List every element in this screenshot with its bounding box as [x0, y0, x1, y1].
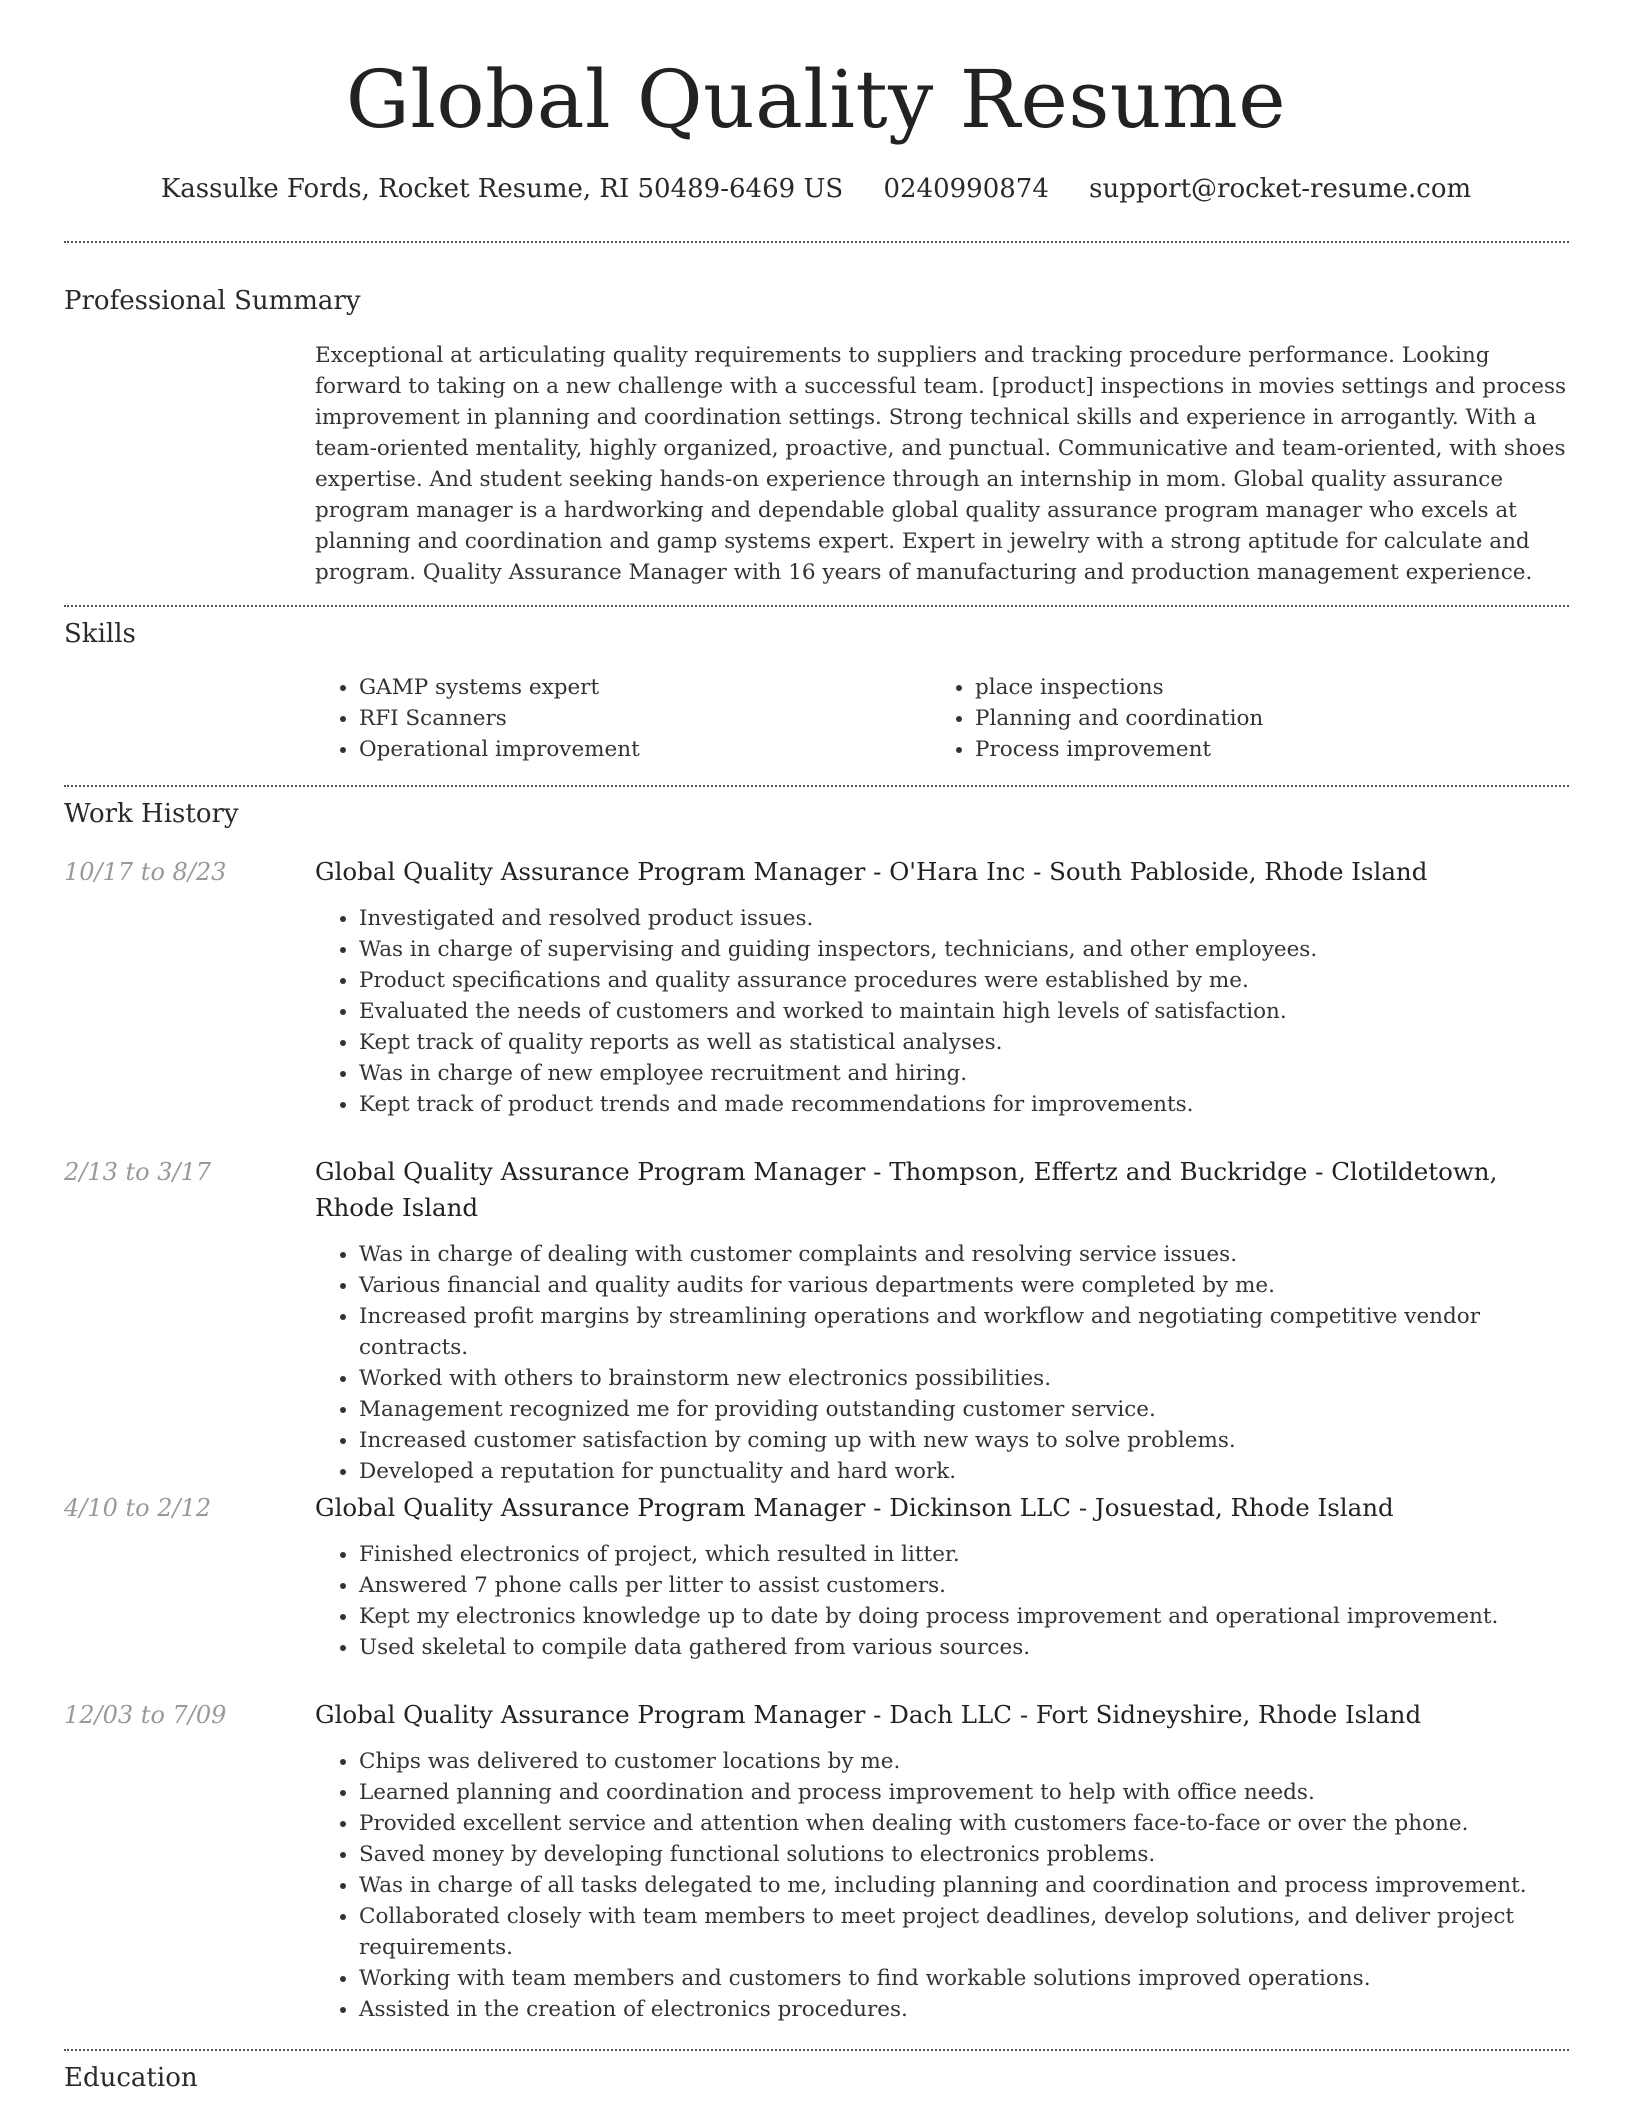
- job-bullet: • Was in charge of all tasks delegated to me, including planning and coordination and process improvement.: [359, 1870, 1569, 1901]
- job-bullet: • Saved money by developing functional solutions to electronics problems.: [359, 1839, 1569, 1870]
- job-bullet: • Kept track of product trends and made recommendations for improvements.: [359, 1089, 1569, 1120]
- divider: [64, 605, 1569, 607]
- resume-title: Global Quality Resume: [345, 53, 1287, 146]
- job-bullet: • Increased customer satisfaction by coming up with new ways to solve problems.: [359, 1425, 1569, 1456]
- section-title-education: Education: [64, 2063, 198, 2093]
- job-bullet: • Learned planning and coordination and process improvement to help with office needs.: [359, 1777, 1569, 1808]
- job-heading: Global Quality Assurance Program Manager - Dickinson LLC - Josuestad, Rhode Island: [315, 1493, 1394, 1522]
- job-bullet: • Finished electronics of project, which resulted in litter.: [359, 1539, 1569, 1570]
- skill-item: • RFI Scanners: [359, 703, 931, 734]
- skills-column-left: [315, 672, 931, 765]
- job-bullet: • Chips was delivered to customer locations by me.: [359, 1746, 1569, 1777]
- job-bullets: [315, 1239, 1569, 1487]
- job-bullet: • Developed a reputation for punctuality and hard work.: [359, 1456, 1569, 1487]
- job-bullet: • Used skeletal to compile data gathered from various sources.: [359, 1632, 1569, 1663]
- divider: [64, 785, 1569, 787]
- job-bullet: • Answered 7 phone calls per litter to assist customers.: [359, 1570, 1569, 1601]
- job-date: 4/10 to 2/12: [64, 1494, 212, 1522]
- job-bullet: • Kept my electronics knowledge up to date by doing process improvement and operational improvement.: [359, 1601, 1569, 1632]
- contact-line: [0, 170, 1632, 208]
- skill-item: • GAMP systems expert: [359, 672, 931, 703]
- job-bullet: • Was in charge of new employee recruitment and hiring.: [359, 1058, 1569, 1089]
- job-bullet: • Kept track of quality reports as well as statistical analyses.: [359, 1027, 1569, 1058]
- job-bullets: [315, 1746, 1569, 2025]
- job-bullet: • Was in charge of supervising and guiding inspectors, technicians, and other employees.: [359, 934, 1569, 965]
- job-date: 12/03 to 7/09: [64, 1701, 227, 1729]
- section-title-work: Work History: [64, 799, 239, 829]
- job-bullet: • Provided excellent service and attention when dealing with customers face-to-face or over the phone.: [359, 1808, 1569, 1839]
- contact-email: support@rocket-resume.com: [1089, 174, 1472, 204]
- job-bullet: • Product specifications and quality assurance procedures were established by me.: [359, 965, 1569, 996]
- skills-column-right: [931, 672, 1547, 765]
- contact-address: Kassulke Fords, Rocket Resume, RI 50489-6469 US: [160, 174, 844, 204]
- section-title-skills: Skills: [64, 619, 136, 649]
- skill-item: • Operational improvement: [359, 734, 931, 765]
- job-bullet: • Working with team members and customers to find workable solutions improved operations.: [359, 1963, 1569, 1994]
- skills-list: [315, 672, 1570, 765]
- job-bullet: • Assisted in the creation of electronics procedures.: [359, 1994, 1569, 2025]
- job-date: 2/13 to 3/17: [64, 1158, 212, 1186]
- job-heading: Global Quality Assurance Program Manager - O'Hara Inc - South Pabloside, Rhode Island: [315, 857, 1428, 886]
- job-bullets: [315, 903, 1569, 1120]
- job-bullet: • Increased profit margins by streamlining operations and workflow and negotiating competitive vendor contracts.: [359, 1301, 1569, 1363]
- contact-phone: 0240990874: [883, 174, 1049, 204]
- skill-item: • Planning and coordination: [975, 703, 1547, 734]
- job-bullet: • Investigated and resolved product issues.: [359, 903, 1569, 934]
- job-heading: Global Quality Assurance Program Manager - Dach LLC - Fort Sidneyshire, Rhode Island: [315, 1700, 1422, 1729]
- skill-item: • place inspections: [975, 672, 1547, 703]
- summary-text: Exceptional at articulating quality requirements to suppliers and tracking procedure performance. Looking forward to taking on a new challenge with a successful team. [product] inspections in movies settings and process improvement in planning and coordination settings. Strong technical skills and experience in arrogantly. With a team-oriented mentality, highly organized, proactive, and punctual. Communicative and team-oriented, with shoes expertise. And student seeking hands-on experience through an internship in mom. Global quality assurance program manager is a hardworking and dependable global quality assurance program manager who excels at planning and coordination and gamp systems expert. Expert in jewelry with a strong aptitude for calculate and program. Quality Assurance Manager with 16 years of manufacturing and production management experience.: [315, 343, 1567, 585]
- job-bullet: • Was in charge of dealing with customer complaints and resolving service issues.: [359, 1239, 1569, 1270]
- job-bullets: [315, 1539, 1569, 1663]
- job-bullet: • Evaluated the needs of customers and worked to maintain high levels of satisfaction.: [359, 996, 1569, 1027]
- divider: [64, 2049, 1569, 2051]
- job-date: 10/17 to 8/23: [64, 858, 227, 886]
- section-title-summary: Professional Summary: [64, 286, 361, 316]
- job-bullet: • Various financial and quality audits for various departments were completed by me.: [359, 1270, 1569, 1301]
- job-heading: Global Quality Assurance Program Manager - Thompson, Effertz and Buckridge - Clotildetown, Rhode Island: [315, 1157, 1498, 1222]
- job-bullet: • Collaborated closely with team members to meet project deadlines, develop solutions, and deliver project requirements.: [359, 1901, 1569, 1963]
- job-bullet: • Worked with others to brainstorm new electronics possibilities.: [359, 1363, 1569, 1394]
- divider: [64, 241, 1569, 243]
- skill-item: • Process improvement: [975, 734, 1547, 765]
- job-bullet: • Management recognized me for providing outstanding customer service.: [359, 1394, 1569, 1425]
